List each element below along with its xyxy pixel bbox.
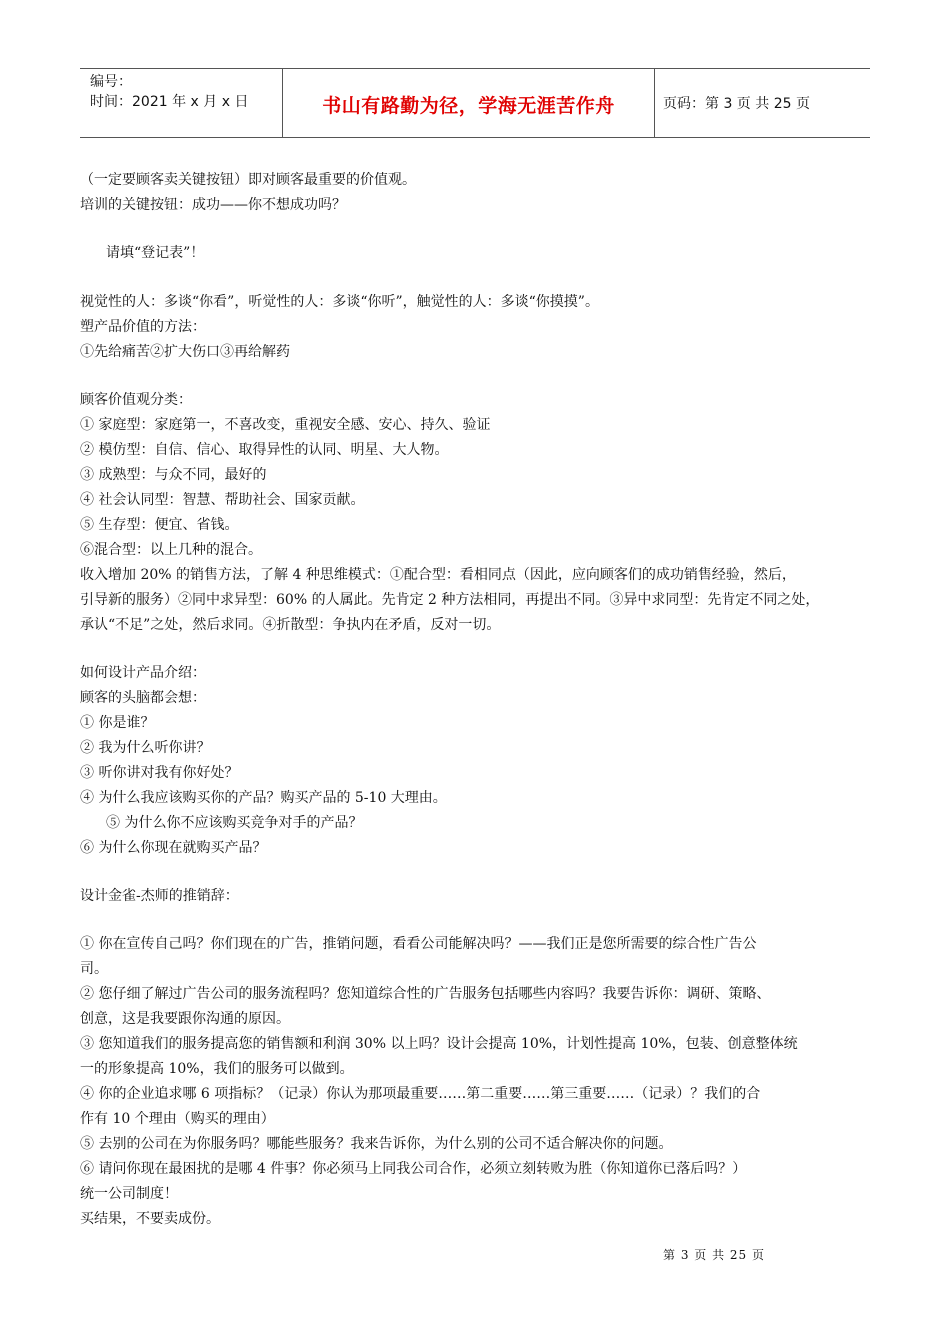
text-line: 司。 <box>80 961 108 977</box>
page-footer: 第 3 页 共 25 页 <box>663 1248 765 1262</box>
motto-text: 书山有路勤为径，学海无涯苦作舟 <box>322 95 615 117</box>
text-line: 买结果，不要卖成份。 <box>80 1211 220 1227</box>
header-page-cell <box>655 69 870 137</box>
text-line: 创意，这是我要跟你沟通的原因。 <box>80 1011 290 1027</box>
text-line: ① 你在宣传自己吗？你们现在的广告，推销问题，看看公司能解决吗？——我们正是您所需要的综合性广告公 <box>80 936 757 952</box>
list-item: ④ 为什么我应该购买你的产品？购买产品的 5-10 大理由。 <box>80 790 447 806</box>
page-header <box>80 68 870 138</box>
text-line: 顾客价值观分类： <box>80 392 192 408</box>
list-item: ③ 成熟型：与众不同，最好的 <box>80 467 267 483</box>
list-item: ② 我为什么听你讲？ <box>80 740 211 756</box>
text-line: ①先给痛苦②扩大伤口③再给解药 <box>80 344 290 360</box>
list-item: ① 家庭型：家庭第一，不喜改变，重视安全感、安心、持久、验证 <box>80 417 491 433</box>
list-item: ③ 听你讲对我有你好处？ <box>80 765 239 781</box>
text-line: 顾客的头脑都会想： <box>80 690 206 706</box>
page-number-label: 页码：第 3 页 共 25 页 <box>663 96 810 112</box>
list-item: ② 模仿型：自信、信心、取得异性的认同、明星、大人物。 <box>80 442 449 458</box>
text-line: 请填“登记表”！ <box>106 245 205 261</box>
list-item: ⑥混合型：以上几种的混合。 <box>80 542 262 558</box>
number-label: 编号： <box>90 74 132 90</box>
list-item: ⑤ 生存型：便宜、省钱。 <box>80 517 239 533</box>
text-line: 如何设计产品介绍： <box>80 665 206 681</box>
text-line: （一定要顾客卖关键按钮）即对顾客最重要的价值观。 <box>80 172 416 188</box>
text-line: 统一公司制度！ <box>80 1186 178 1202</box>
text-line: 作有 10 个理由（购买的理由） <box>80 1111 275 1127</box>
list-item: ① 你是谁？ <box>80 715 155 731</box>
text-line: 塑产品价值的方法： <box>80 319 206 335</box>
time-label: 时间：2021 年 x 月 x 日 <box>90 94 249 110</box>
text-line: ⑥ 请问你现在最困扰的是哪 4 件事？你必须马上同我公司合作，必须立刻转败为胜（你知道你已落后吗？） <box>80 1161 747 1177</box>
text-line: ③ 您知道我们的服务提高您的销售额和利润 30% 以上吗？设计会提高 10%，计划性提高 10%，包装、创意整体统 <box>80 1036 798 1052</box>
text-line: 培训的关键按钮：成功——你不想成功吗？ <box>80 197 346 213</box>
list-item: ⑥ 为什么你现在就购买产品？ <box>80 840 267 856</box>
text-line: 设计金雀-杰师的推销辞： <box>80 888 239 904</box>
list-item: ⑤ 为什么你不应该购买竞争对手的产品？ <box>106 815 363 831</box>
header-left-cell <box>80 69 283 137</box>
text-line: ④ 你的企业追求哪 6 项指标？（记录）你认为那项最重要……第二重要……第三重要……（记录）？我们的合 <box>80 1086 761 1102</box>
list-item: ④ 社会认同型：智慧、帮助社会、国家贡献。 <box>80 492 365 508</box>
text-line: ⑤ 去别的公司在为你服务吗？哪能些服务？我来告诉你，为什么别的公司不适合解决你的问题。 <box>80 1136 673 1152</box>
text-line: 收入增加 20% 的销售方法，了解 4 种思维模式：①配合型：看相同点（因此，应向顾客们的成功销售经验，然后， <box>80 567 796 583</box>
header-motto-cell <box>283 69 655 137</box>
text-line: 承认“不足”之处，然后求同。④折散型：争执内在矛盾，反对一切。 <box>80 617 501 633</box>
text-line: 引导新的服务）②同中求异型：60% 的人属此。先肯定 2 种方法相同，再提出不同。③异中求同型：先肯定不同之处， <box>80 592 820 608</box>
text-line: 视觉性的人：多谈“你看”，听觉性的人：多谈“你听”，触觉性的人：多谈“你摸摸”。 <box>80 294 599 310</box>
text-line: 一的形象提高 10%，我们的服务可以做到。 <box>80 1061 354 1077</box>
text-line: ② 您仔细了解过广告公司的服务流程吗？您知道综合性的广告服务包括哪些内容吗？我要告诉你：调研、策略、 <box>80 986 771 1002</box>
